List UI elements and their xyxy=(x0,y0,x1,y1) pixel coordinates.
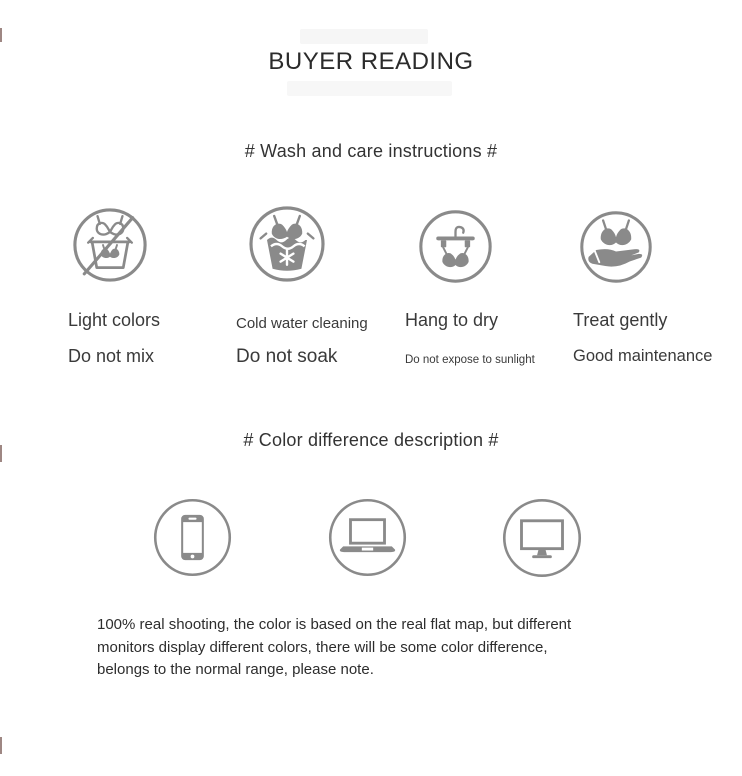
care-label-primary: Hang to dry xyxy=(405,310,499,330)
no-mix-wash-icon xyxy=(71,206,149,284)
care-label-secondary: Do not soak xyxy=(236,346,338,367)
ghost-band-subtitle xyxy=(287,81,452,96)
care-item-label-group xyxy=(405,309,535,371)
edge-artifact xyxy=(0,28,2,42)
hanger-dry-icon xyxy=(417,208,494,285)
care-label-primary: Cold water cleaning xyxy=(236,315,368,332)
cold-water-basin-icon xyxy=(247,204,327,284)
color-difference-note xyxy=(97,614,571,682)
care-label-primary: Light colors xyxy=(68,310,161,330)
care-item-label-group xyxy=(236,309,368,368)
care-label-secondary: Good maintenance xyxy=(573,347,713,365)
ghost-band-top xyxy=(300,29,428,44)
care-item-label-group xyxy=(68,309,160,367)
care-label-secondary: Do not expose to sunlight xyxy=(405,354,535,366)
note-line: belongs to the normal range, please note. xyxy=(97,661,374,678)
monitor-icon xyxy=(501,497,583,579)
care-label-secondary: Do not mix xyxy=(68,346,155,366)
laptop-icon xyxy=(327,497,408,578)
smartphone-icon xyxy=(152,497,233,578)
note-line: 100% real shooting, the color is based on the real flat map, but different xyxy=(97,616,572,633)
care-item-label-group xyxy=(573,309,712,367)
wash-section-heading: # Wash and care instructions # xyxy=(244,141,498,161)
hand-treat-gently-icon xyxy=(578,209,654,285)
care-label-primary: Treat gently xyxy=(573,310,668,330)
color-section-heading: # Color difference description # xyxy=(243,430,499,450)
page-title: BUYER READING xyxy=(268,48,474,75)
note-line: monitors display different colors, there will be some color difference, xyxy=(97,638,548,656)
edge-artifact xyxy=(0,737,2,754)
